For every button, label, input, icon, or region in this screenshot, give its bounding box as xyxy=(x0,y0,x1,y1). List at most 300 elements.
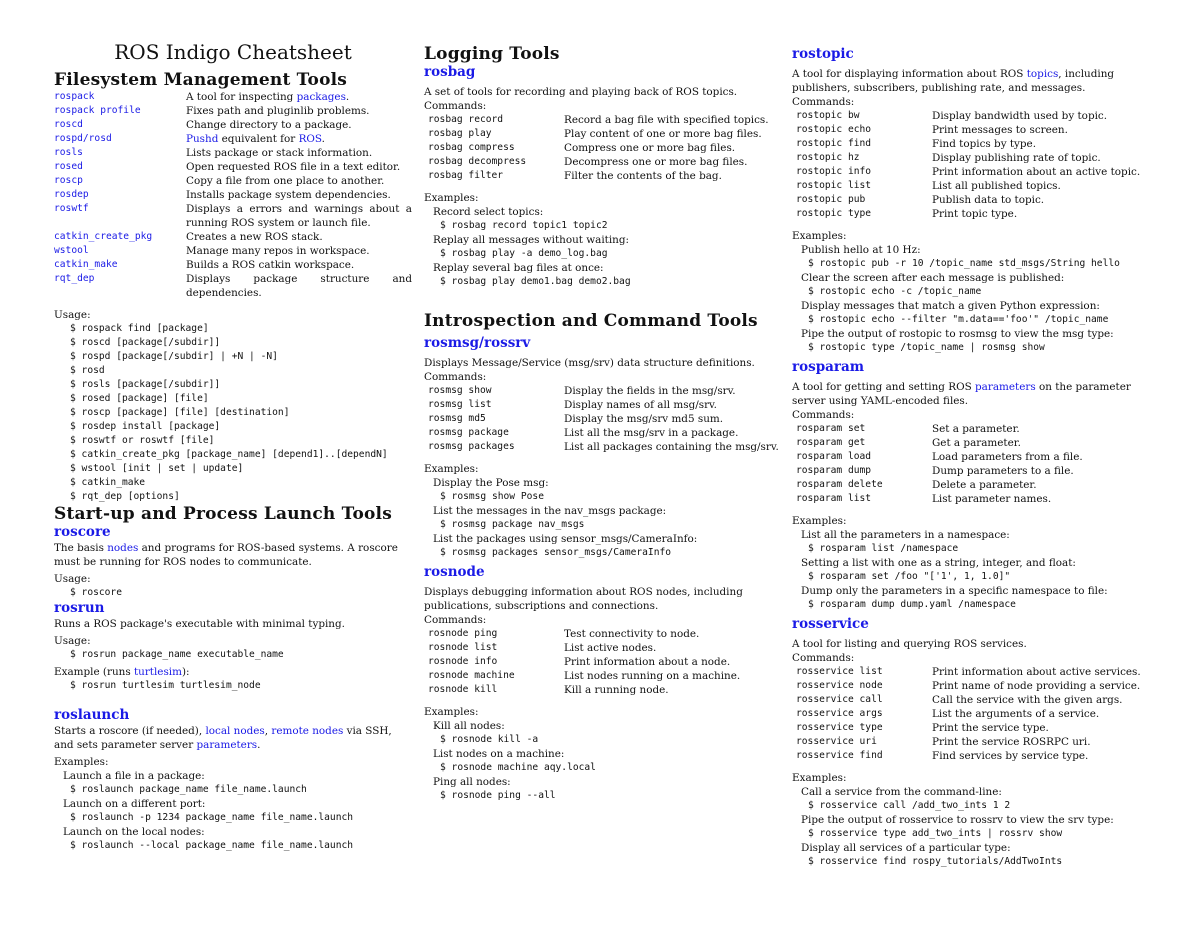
command-description: Compress one or more bag files. xyxy=(564,142,736,154)
command-row xyxy=(424,683,788,697)
inline-text: and programs for ROS-based systems. A roscore must be running for ROS nodes to communicate. xyxy=(54,542,398,568)
command-name: rostopic info xyxy=(796,166,872,177)
example-command: $ rosmsg package nav_msgs xyxy=(440,519,585,530)
tool-description xyxy=(186,230,412,244)
command-row xyxy=(424,669,788,683)
command-row xyxy=(424,127,788,141)
command-description: List all the msg/srv in a package. xyxy=(564,427,739,439)
rosmsg-examples-label: Examples: xyxy=(424,463,479,475)
roslaunch-title: roslaunch xyxy=(54,707,130,723)
usage-line: $ rospd [package[/subdir] | +N | -N] xyxy=(70,351,278,362)
rosmsg-examples xyxy=(424,476,788,560)
tool-name-link[interactable]: rosls xyxy=(54,147,83,158)
command-description: Print the service ROSRPC uri. xyxy=(932,736,1091,748)
command-row xyxy=(424,412,788,426)
tool-name-link[interactable]: rqt_dep xyxy=(54,273,95,284)
command-name: rosmsg package xyxy=(428,427,509,438)
command-name: rosbag filter xyxy=(428,170,504,181)
command-row xyxy=(792,422,1157,436)
usage-line: $ rosls [package[/subdir]] xyxy=(70,379,221,390)
tool-row xyxy=(54,174,412,188)
example-description: Replay all messages without waiting: xyxy=(433,234,630,246)
tool-description xyxy=(186,202,412,230)
example-command: $ rostopic type /topic_name | rosmsg show xyxy=(808,342,1045,353)
rosparam-commands-label: Commands: xyxy=(792,409,855,421)
example-description: List all the parameters in a namespace: xyxy=(801,529,1010,541)
command-name: rosparam dump xyxy=(796,465,872,476)
example-description: Display messages that match a given Python expression: xyxy=(801,300,1100,312)
rosservice-title: rosservice xyxy=(792,616,869,632)
inline-text: Open requested ROS file in a text editor. xyxy=(186,161,401,173)
rosservice-examples xyxy=(792,785,1157,869)
rostopic-title: rostopic xyxy=(792,46,854,62)
example-command: $ rosnode ping --all xyxy=(440,790,556,801)
rosmsg-commands-label: Commands: xyxy=(424,371,487,383)
command-row xyxy=(424,627,788,641)
inline-text: A tool for inspecting xyxy=(186,91,297,103)
command-row xyxy=(424,384,788,398)
inline-text: on the parameter server using YAML-encoded files. xyxy=(792,381,1131,407)
example-command: $ rosmsg show Pose xyxy=(440,491,544,502)
example-command: $ rosnode kill -a xyxy=(440,734,539,745)
inline-text: Manage many repos in workspace. xyxy=(186,245,370,257)
command-description: List all packages containing the msg/srv. xyxy=(564,441,779,453)
example-command: $ rostopic echo -c /topic_name xyxy=(808,286,982,297)
inline-text: Displays package structure and dependencies. xyxy=(186,273,412,299)
inline-text: The basis xyxy=(54,542,108,554)
inline-text: Installs package system dependencies. xyxy=(186,189,391,201)
command-name: rosmsg md5 xyxy=(428,413,486,424)
inline-text: Builds a ROS catkin workspace. xyxy=(186,259,355,271)
command-name: rostopic hz xyxy=(796,152,860,163)
tool-name-link[interactable]: rospack xyxy=(54,91,95,102)
inline-text: Creates a new ROS stack. xyxy=(186,231,323,243)
rosnode-description: Displays debugging information about ROS nodes, including publications, subscriptions and connections. xyxy=(424,586,743,612)
command-name: rosnode machine xyxy=(428,670,515,681)
command-name: rosbag play xyxy=(428,128,492,139)
command-row xyxy=(424,655,788,669)
inline-text: Lists package or stack information. xyxy=(186,147,373,159)
rosparam-title: rosparam xyxy=(792,359,865,375)
example-description: Kill all nodes: xyxy=(433,720,505,732)
example-description: Setting a list with one as a string, integer, and float: xyxy=(801,557,1076,569)
command-description: Delete a parameter. xyxy=(932,479,1037,491)
rosnode-examples-label: Examples: xyxy=(424,706,479,718)
rosbag-examples-label: Examples: xyxy=(424,192,479,204)
command-row xyxy=(424,426,788,440)
command-description: Print information about active services. xyxy=(932,666,1141,678)
command-name: rosmsg list xyxy=(428,399,492,410)
roslaunch-description xyxy=(54,724,412,752)
filesystem-section-title: Filesystem Management Tools xyxy=(54,70,348,90)
command-row xyxy=(792,492,1157,506)
command-row xyxy=(792,735,1157,749)
command-row xyxy=(792,665,1157,679)
tool-row xyxy=(54,272,412,300)
usage-line: $ rosd xyxy=(70,365,105,376)
inline-link[interactable]: parameters xyxy=(196,739,258,751)
command-row xyxy=(792,450,1157,464)
command-name: rosservice find xyxy=(796,750,883,761)
inline-link[interactable]: topics xyxy=(1026,68,1059,80)
command-description: List nodes running on a machine. xyxy=(564,670,741,682)
roscore-usage: $ roscore xyxy=(70,587,122,598)
inline-text: A tool for getting and setting ROS xyxy=(792,381,976,393)
example-description: Launch a file in a package: xyxy=(63,770,205,782)
usage-line: $ rosed [package] [file] xyxy=(70,393,209,404)
command-name: rosbag decompress xyxy=(428,156,527,167)
command-row xyxy=(424,398,788,412)
rosbag-title: rosbag xyxy=(424,64,476,80)
logging-section-title: Logging Tools xyxy=(424,44,560,64)
example-description: Publish hello at 10 Hz: xyxy=(801,244,921,256)
command-row xyxy=(792,749,1157,763)
command-description: Publish data to topic. xyxy=(932,194,1045,206)
roslaunch-examples xyxy=(54,769,412,853)
example-description: Call a service from the command-line: xyxy=(801,786,1002,798)
command-description: Print messages to screen. xyxy=(932,124,1068,136)
example-description: List the packages using sensor_msgs/CameraInfo: xyxy=(433,533,698,545)
usage-line: $ catkin_make xyxy=(70,477,146,488)
command-description: Decompress one or more bag files. xyxy=(564,156,748,168)
tool-row xyxy=(54,230,412,244)
rosnode-title: rosnode xyxy=(424,564,485,580)
tool-description xyxy=(186,174,412,188)
tool-description xyxy=(186,272,412,300)
rosmsg-title: rosmsg/rossrv xyxy=(424,335,531,351)
example-command: $ rostopic echo --filter "m.data=='foo'" /topic_name xyxy=(808,314,1109,325)
command-name: rosparam load xyxy=(796,451,872,462)
inline-text: Displays a errors and warnings about a running ROS system or launch file. xyxy=(186,203,412,229)
command-row xyxy=(792,478,1157,492)
command-name: rosparam get xyxy=(796,437,866,448)
rosparam-commands xyxy=(792,422,1157,506)
rostopic-examples-label: Examples: xyxy=(792,230,847,242)
column-middle xyxy=(424,44,788,803)
inline-text: , xyxy=(264,725,272,737)
example-description: Pipe the output of rostopic to rosmsg to view the msg type: xyxy=(801,328,1114,340)
command-name: rosnode kill xyxy=(428,684,498,695)
tool-row xyxy=(54,146,412,160)
tool-description xyxy=(186,104,412,118)
command-name: rostopic find xyxy=(796,138,872,149)
rosmsg-commands xyxy=(424,384,788,454)
rosrun-usage: $ rosrun package_name executable_name xyxy=(70,649,284,660)
example-description: Replay several bag files at once: xyxy=(433,262,604,274)
example-command: $ rosmsg packages sensor_msgs/CameraInfo xyxy=(440,547,672,558)
inline-link[interactable]: nodes xyxy=(107,542,139,554)
command-name: rosservice args xyxy=(796,708,883,719)
turtlesim-link[interactable]: turtlesim xyxy=(133,666,182,678)
command-row xyxy=(792,679,1157,693)
command-description: Print topic type. xyxy=(932,208,1018,220)
command-description: List all published topics. xyxy=(932,180,1061,192)
command-row xyxy=(792,109,1157,123)
inline-link[interactable]: remote nodes xyxy=(271,725,344,737)
command-description: Display publishing rate of topic. xyxy=(932,152,1101,164)
command-name: rosservice call xyxy=(796,694,883,705)
command-row xyxy=(792,165,1157,179)
example-description: Dump only the parameters in a specific namespace to file: xyxy=(801,585,1108,597)
command-description: Get a parameter. xyxy=(932,437,1021,449)
command-description: Display the fields in the msg/srv. xyxy=(564,385,736,397)
inline-text: . xyxy=(321,133,325,145)
example-description: Launch on a different port: xyxy=(63,798,206,810)
tool-name-link[interactable]: rospd/rosd xyxy=(54,133,112,144)
roscore-title: roscore xyxy=(54,524,111,540)
inline-text: Change directory to a package. xyxy=(186,119,352,131)
usage-line: $ roscd [package[/subdir]] xyxy=(70,337,221,348)
tool-row xyxy=(54,160,412,174)
command-description: Find topics by type. xyxy=(932,138,1037,150)
command-name: rosparam list xyxy=(796,493,872,504)
rosparam-examples xyxy=(792,528,1157,612)
command-description: Kill a running node. xyxy=(564,684,669,696)
tool-row xyxy=(54,104,412,118)
tool-name-link[interactable]: catkin_create_pkg xyxy=(54,231,153,242)
tool-name-link[interactable]: rosdep xyxy=(54,189,89,200)
command-row xyxy=(424,641,788,655)
tool-name-link[interactable]: catkin_make xyxy=(54,259,118,270)
rosrun-title: rosrun xyxy=(54,600,105,616)
example-command: $ rosservice find rospy_tutorials/AddTwoInts xyxy=(808,856,1063,867)
command-row xyxy=(424,155,788,169)
rosnode-commands-label: Commands: xyxy=(424,614,487,626)
page-title: ROS Indigo Cheatsheet xyxy=(114,40,352,64)
command-name: rosservice node xyxy=(796,680,883,691)
usage-line: $ roscp [package] [file] [destination] xyxy=(70,407,290,418)
command-description: Set a parameter. xyxy=(932,423,1020,435)
tool-row xyxy=(54,188,412,202)
command-name: rosnode list xyxy=(428,642,498,653)
rosbag-commands xyxy=(424,113,788,183)
example-command: $ rosservice call /add_two_ints 1 2 xyxy=(808,800,1011,811)
inline-text: via SSH, and sets parameter server xyxy=(54,725,392,751)
example-description: Pipe the output of rosservice to rossrv to view the srv type: xyxy=(801,814,1114,826)
rosservice-examples-label: Examples: xyxy=(792,772,847,784)
example-description: Launch on the local nodes: xyxy=(63,826,205,838)
rosrun-description: Runs a ROS package's executable with minimal typing. xyxy=(54,618,345,630)
command-name: rostopic bw xyxy=(796,110,860,121)
command-name: rosservice list xyxy=(796,666,883,677)
tool-description xyxy=(186,258,412,272)
command-name: rosnode info xyxy=(428,656,498,667)
command-row xyxy=(424,113,788,127)
command-description: Print information about a node. xyxy=(564,656,731,668)
command-name: rosnode ping xyxy=(428,628,498,639)
example-command: $ rosbag play demo1.bag demo2.bag xyxy=(440,276,631,287)
command-row xyxy=(792,693,1157,707)
example-command: $ rosnode machine aqy.local xyxy=(440,762,596,773)
inline-link[interactable]: Pushd xyxy=(186,133,219,145)
command-description: Display names of all msg/srv. xyxy=(564,399,717,411)
command-description: Find services by service type. xyxy=(932,750,1089,762)
inline-link[interactable]: ROS xyxy=(298,133,322,145)
tool-description xyxy=(186,90,412,104)
command-description: Call the service with the given args. xyxy=(932,694,1123,706)
tool-row xyxy=(54,202,412,230)
example-command: $ rosparam list /namespace xyxy=(808,543,959,554)
rosparam-examples-label: Examples: xyxy=(792,515,847,527)
inline-text: Starts a roscore (if needed), xyxy=(54,725,206,737)
tool-description xyxy=(186,146,412,160)
example-command: $ rosbag play -a demo_log.bag xyxy=(440,248,608,259)
tool-row xyxy=(54,244,412,258)
tool-name-link[interactable]: roswtf xyxy=(54,203,89,214)
command-description: List active nodes. xyxy=(564,642,657,654)
rosrun-example: $ rosrun turtlesim turtlesim_node xyxy=(70,680,261,691)
usage-line: $ roswtf or roswtf [file] xyxy=(70,435,215,446)
tool-row xyxy=(54,258,412,272)
usage-line: $ wstool [init | set | update] xyxy=(70,463,244,474)
command-row xyxy=(792,151,1157,165)
command-description: Record a bag file with specified topics. xyxy=(564,114,769,126)
roscore-description xyxy=(54,541,412,569)
command-row xyxy=(792,464,1157,478)
roscore-usage-label: Usage: xyxy=(54,573,91,585)
tool-description xyxy=(186,188,412,202)
inline-text: A tool for displaying information about ROS xyxy=(792,68,1027,80)
example-command: $ roslaunch --local package_name file_name.launch xyxy=(70,840,354,851)
column-right xyxy=(792,46,1157,869)
command-row xyxy=(424,169,788,183)
example-description: Display all services of a particular type: xyxy=(801,842,1011,854)
command-row xyxy=(792,207,1157,221)
command-name: rosparam set xyxy=(796,423,866,434)
tool-name-link[interactable]: wstool xyxy=(54,245,89,256)
usage-line: $ rospack find [package] xyxy=(70,323,209,334)
tool-row xyxy=(54,90,412,104)
command-description: Dump parameters to a file. xyxy=(932,465,1074,477)
column-left xyxy=(54,40,412,853)
rosservice-description: A tool for listing and querying ROS services. xyxy=(792,638,1027,650)
command-description: Print information about an active topic. xyxy=(932,166,1141,178)
example-description: List nodes on a machine: xyxy=(433,748,565,760)
tool-description xyxy=(186,160,412,174)
rostopic-commands xyxy=(792,109,1157,221)
example-command: $ rosparam dump dump.yaml /namespace xyxy=(808,599,1016,610)
tool-name-link[interactable]: rosed xyxy=(54,161,83,172)
rosrun-usage-label: Usage: xyxy=(54,635,91,647)
example-command: $ roslaunch -p 1234 package_name file_name.launch xyxy=(70,812,354,823)
rosparam-description xyxy=(792,380,1157,408)
command-row xyxy=(792,721,1157,735)
inline-text: . xyxy=(257,739,261,751)
command-name: rosservice type xyxy=(796,722,883,733)
usage-list xyxy=(54,322,412,504)
command-name: rostopic pub xyxy=(796,194,866,205)
command-description: Display the msg/srv md5 sum. xyxy=(564,413,724,425)
rosnode-examples xyxy=(424,719,788,803)
roslaunch-examples-label: Examples: xyxy=(54,756,109,768)
command-description: Print name of node providing a service. xyxy=(932,680,1141,692)
inline-text: equivalent for xyxy=(218,133,299,145)
tool-row xyxy=(54,132,412,146)
rosnode-commands xyxy=(424,627,788,697)
command-name: rostopic list xyxy=(796,180,872,191)
usage-line: $ rosdep install [package] xyxy=(70,421,221,432)
command-name: rosmsg packages xyxy=(428,441,515,452)
command-row xyxy=(424,440,788,454)
command-row xyxy=(792,193,1157,207)
command-description: List the arguments of a service. xyxy=(932,708,1100,720)
tool-row xyxy=(54,118,412,132)
command-row xyxy=(792,436,1157,450)
command-description: Load parameters from a file. xyxy=(932,451,1083,463)
example-command: $ rosbag record topic1 topic2 xyxy=(440,220,608,231)
tool-name-link[interactable]: rospack profile xyxy=(54,105,141,116)
command-name: rosbag record xyxy=(428,114,504,125)
usage-line: $ rqt_dep [options] xyxy=(70,491,180,502)
tool-name-link[interactable]: roscp xyxy=(54,175,83,186)
usage-line: $ catkin_create_pkg [package_name] [depend1]..[dependN] xyxy=(70,449,388,460)
rosbag-commands-label: Commands: xyxy=(424,100,487,112)
example-description: Record select topics: xyxy=(433,206,544,218)
command-description: Print the service type. xyxy=(932,722,1049,734)
startup-section-title: Start-up and Process Launch Tools xyxy=(54,504,392,524)
rosmsg-description: Displays Message/Service (msg/srv) data structure definitions. xyxy=(424,357,755,369)
command-name: rosservice uri xyxy=(796,736,877,747)
introspection-section-title: Introspection and Command Tools xyxy=(424,311,758,331)
command-row xyxy=(792,123,1157,137)
command-row xyxy=(792,137,1157,151)
command-name: rosparam delete xyxy=(796,479,883,490)
example-description: Clear the screen after each message is published: xyxy=(801,272,1065,284)
rosbag-description: A set of tools for recording and playing back of ROS topics. xyxy=(424,86,738,98)
command-row xyxy=(424,141,788,155)
command-name: rosbag compress xyxy=(428,142,515,153)
inline-text: , including publishers, subscribers, publishing rate, and messages. xyxy=(792,68,1115,94)
rostopic-description xyxy=(792,67,1157,95)
inline-text: . xyxy=(345,91,350,103)
rosservice-commands xyxy=(792,665,1157,763)
rosrun-example-label: Example (runs turtlesim): xyxy=(54,666,190,678)
inline-text: Copy a file from one place to another. xyxy=(186,175,385,187)
command-description: List parameter names. xyxy=(932,493,1052,505)
tool-name-link[interactable]: roscd xyxy=(54,119,83,130)
rostopic-examples xyxy=(792,243,1157,355)
command-name: rostopic echo xyxy=(796,124,872,135)
example-command: $ rosservice type add_two_ints | rossrv show xyxy=(808,828,1063,839)
example-description: List the messages in the nav_msgs package: xyxy=(433,505,667,517)
command-name: rostopic type xyxy=(796,208,872,219)
command-name: rosmsg show xyxy=(428,385,492,396)
command-description: Filter the contents of the bag. xyxy=(564,170,722,182)
inline-text: Fixes path and pluginlib problems. xyxy=(186,105,370,117)
rostopic-commands-label: Commands: xyxy=(792,96,855,108)
example-command: $ roslaunch package_name file_name.launch xyxy=(70,784,307,795)
inline-link[interactable]: parameters xyxy=(975,381,1036,393)
command-description: Play content of one or more bag files. xyxy=(564,128,762,140)
filesystem-tools-list xyxy=(54,90,412,300)
example-description: Display the Pose msg: xyxy=(433,477,549,489)
inline-link[interactable]: packages xyxy=(296,91,346,103)
command-row xyxy=(792,179,1157,193)
usage-label: Usage: xyxy=(54,309,91,321)
example-command: $ rosparam set /foo "['1', 1, 1.0]" xyxy=(808,571,1011,582)
command-description: Test connectivity to node. xyxy=(564,628,700,640)
inline-link[interactable]: local nodes xyxy=(205,725,265,737)
command-description: Display bandwidth used by topic. xyxy=(932,110,1108,122)
example-command: $ rostopic pub -r 10 /topic_name std_msgs/String hello xyxy=(808,258,1120,269)
rosservice-commands-label: Commands: xyxy=(792,652,855,664)
tool-description xyxy=(186,132,412,146)
command-row xyxy=(792,707,1157,721)
tool-description xyxy=(186,244,412,258)
example-description: Ping all nodes: xyxy=(433,776,511,788)
rosbag-examples xyxy=(424,205,788,289)
tool-description xyxy=(186,118,412,132)
